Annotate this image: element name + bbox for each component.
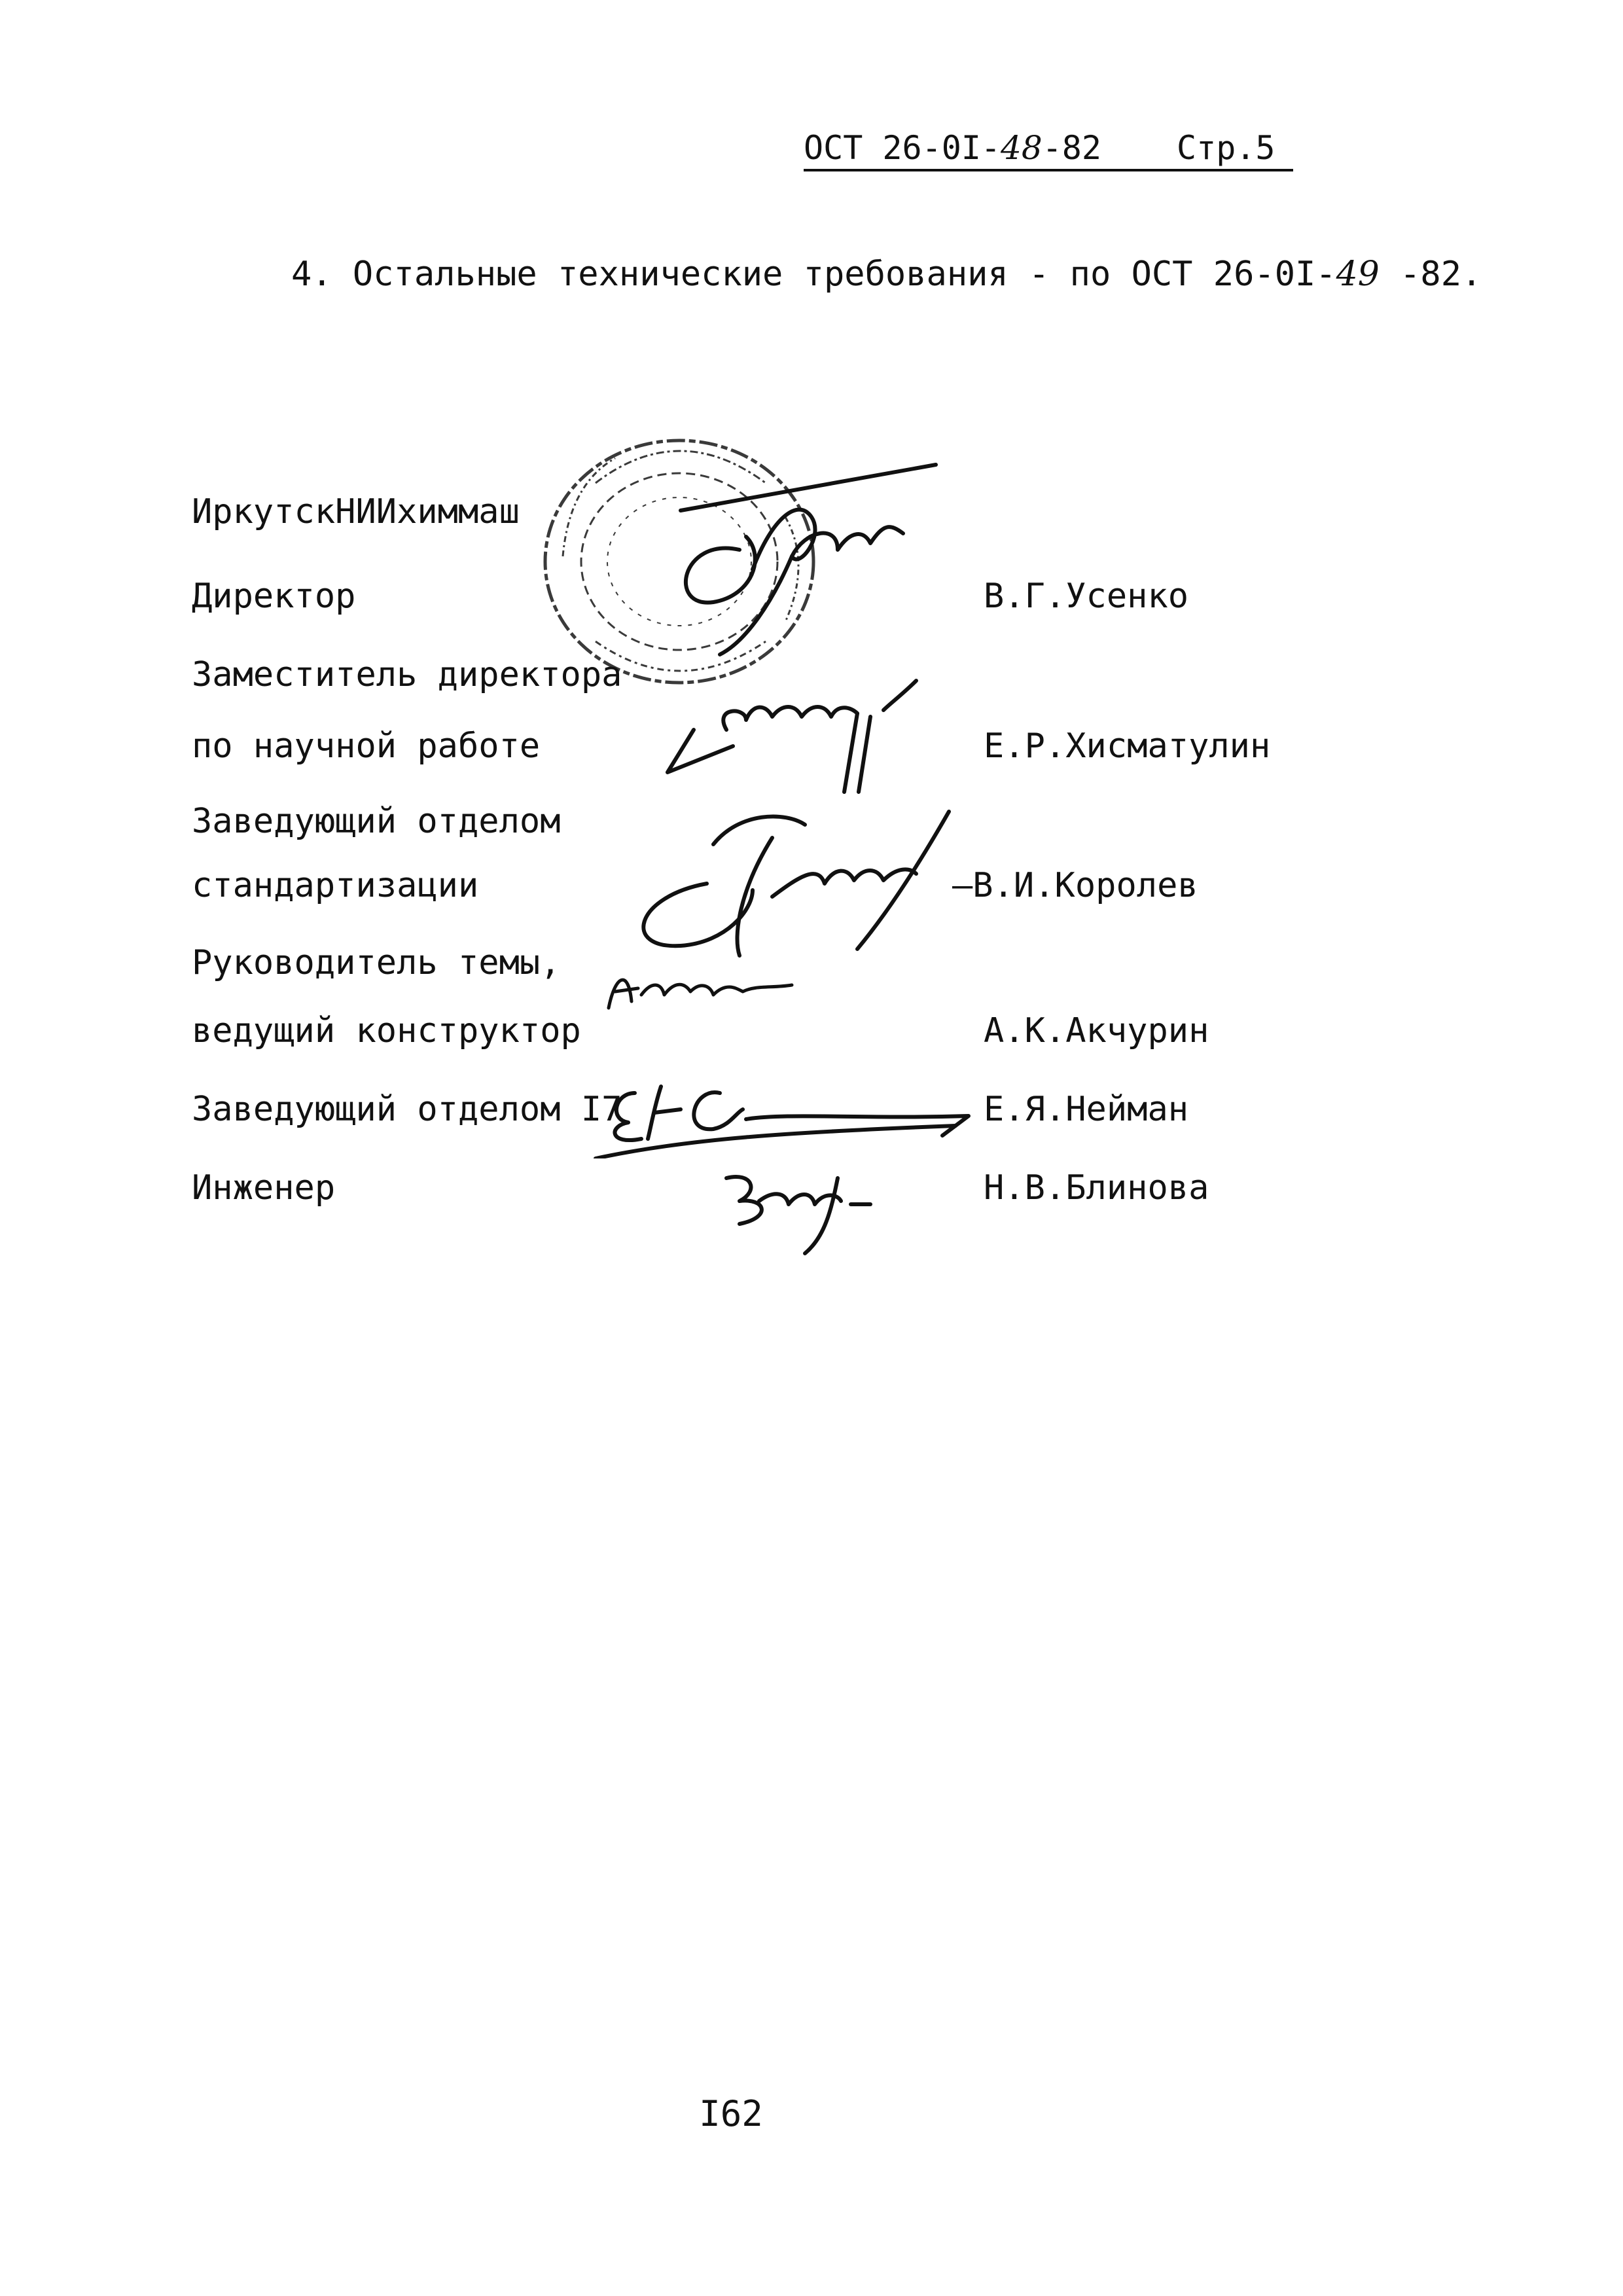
header-underline — [804, 169, 1293, 171]
page-number: I62 — [699, 2093, 763, 2134]
document-header — [804, 124, 1301, 171]
paragraph-4: 4. Остальные технические требования - по ОСТ 26-0I-49 -82. — [291, 255, 1482, 294]
deputy-signature — [654, 668, 955, 798]
signatory-deputy-label-line1: Заместитель директора — [192, 655, 622, 694]
signatory-topic-lead-label-line1: Руководитель темы, — [192, 943, 561, 982]
dept17-head-signature — [589, 1073, 982, 1158]
ost-code: ОСТ 26-0I-48-82 — [804, 129, 1101, 167]
signatory-engineer-label: Инженер — [192, 1168, 336, 1208]
signatory-standards-label-line2: стандартизации — [192, 866, 479, 905]
signatory-deputy-name: Е.Р.Хисматулин — [984, 726, 1271, 766]
ost-handwritten-number: 48 — [1001, 129, 1043, 167]
signatory-director-label: Директор — [192, 577, 356, 616]
signatory-director-name: В.Г.Усенко — [984, 577, 1189, 616]
director-signature — [641, 458, 942, 668]
signatory-dept17-name: Е.Я.Нейман — [984, 1090, 1189, 1129]
signatory-standards-name: —В.И.Королев — [952, 866, 1198, 905]
signatory-engineer-name: Н.В.Блинова — [984, 1168, 1209, 1208]
engineer-signature — [713, 1165, 910, 1257]
signatory-topic-lead-name: А.К.Акчурин — [984, 1011, 1209, 1050]
signatory-standards-label-line1: Заведующий отделом — [192, 802, 561, 841]
ref-handwritten-number: 49 — [1336, 255, 1380, 294]
signatory-topic-lead-label-line2: ведущий конструктор — [192, 1011, 581, 1050]
signatory-institute-label: ИркутскНИИхиммаш — [192, 492, 520, 531]
signatory-deputy-label-line2: по научной работе — [192, 726, 541, 766]
page-label: Стр.5 — [1177, 129, 1275, 167]
standards-head-signature — [609, 805, 975, 969]
signatory-dept17-label: Заведующий отделом I7 — [192, 1090, 622, 1129]
topic-lead-signature — [602, 962, 798, 1021]
